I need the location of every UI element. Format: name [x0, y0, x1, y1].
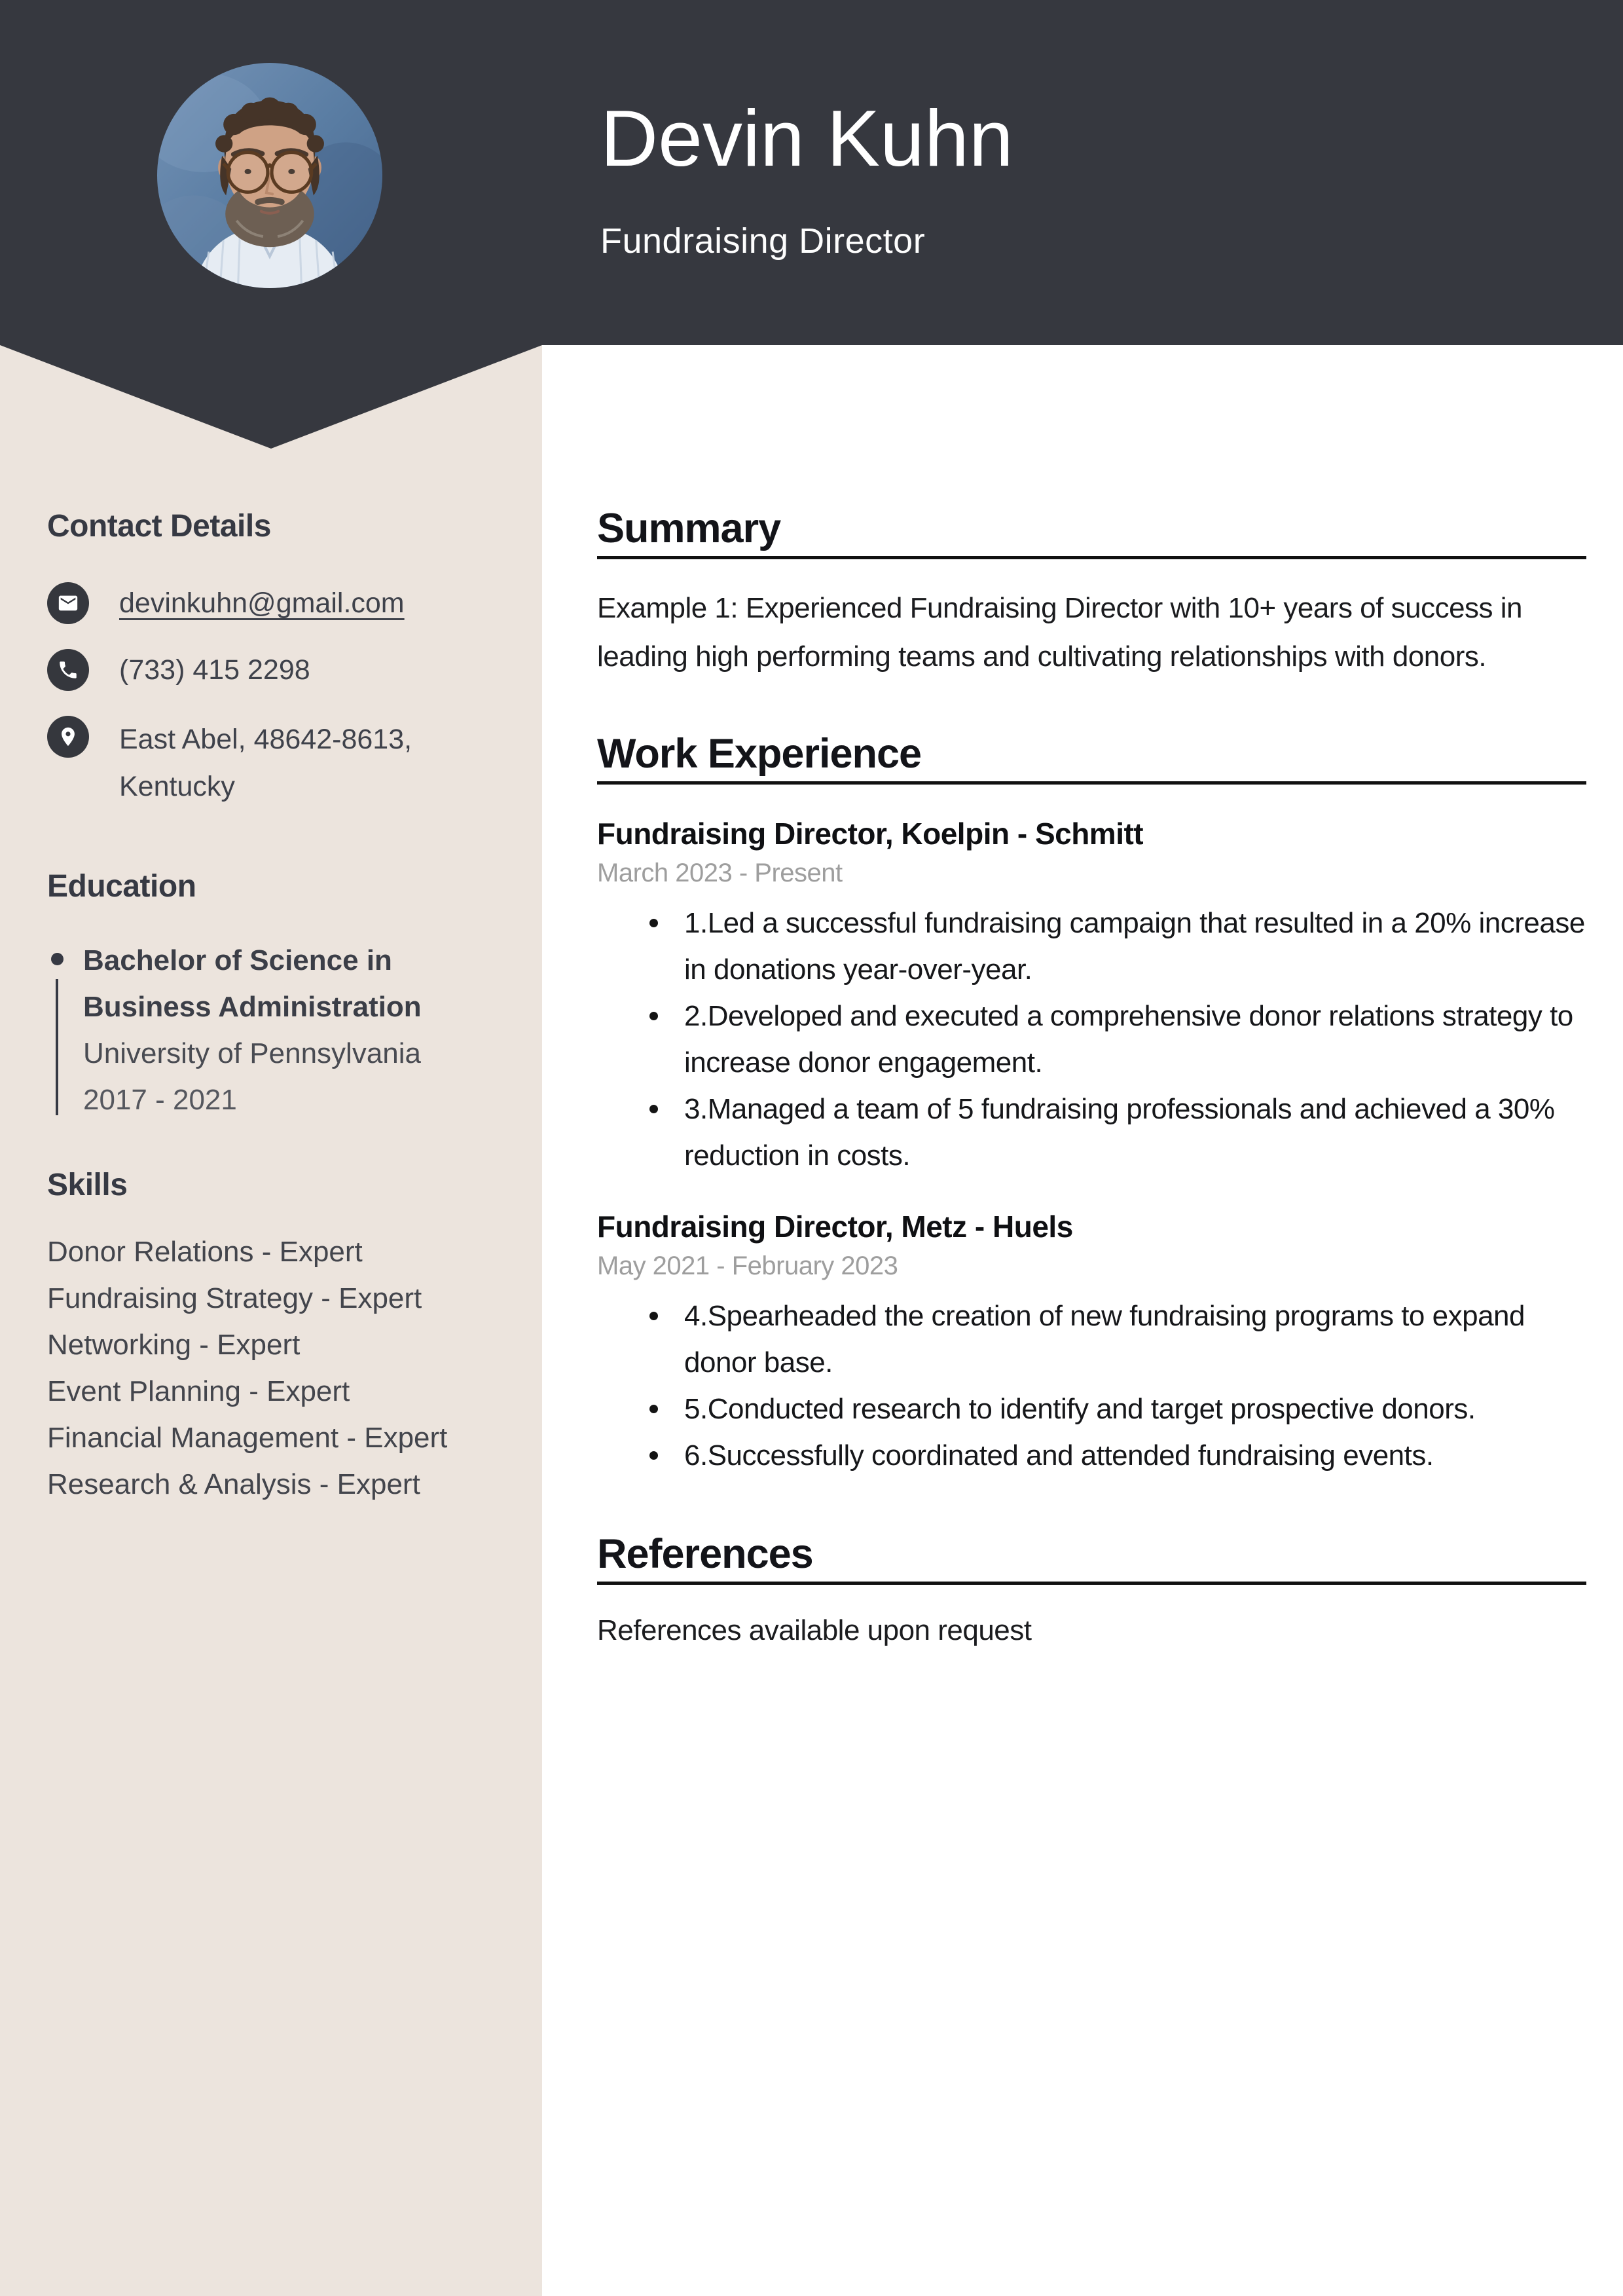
section-divider: [597, 556, 1586, 559]
bullet-dot: [649, 1105, 658, 1113]
contact-details-section: [47, 508, 505, 835]
references-text: References available upon request: [597, 1614, 1032, 1646]
job-entry: [597, 1208, 1586, 1479]
skills-list: [47, 1236, 505, 1501]
contact-row-email: [47, 582, 505, 624]
main-column: [597, 0, 1586, 1649]
location-icon: [47, 716, 89, 758]
job-dates: May 2021 - February 2023: [597, 1251, 898, 1280]
job-title: Fundraising Director, Koelpin - Schmitt: [597, 817, 1144, 851]
work-experience-section: [597, 730, 1586, 1479]
skills-heading: Skills: [47, 1168, 128, 1202]
summary-section: [597, 0, 1586, 681]
summary-heading: Summary: [597, 506, 781, 551]
timeline-dot: [51, 953, 64, 965]
summary-text: Example 1: Experienced Fundraising Director with 10+ years of success in leading high performing teams and cultivating relationships with donors.: [597, 592, 1523, 673]
job-bullet: 3.Managed a team of 5 fundraising professionals and achieved a 30% reduction in costs.: [597, 1086, 1586, 1179]
job-bullet-list: [597, 900, 1586, 1179]
section-divider: [597, 781, 1586, 785]
bullet-dot: [649, 1012, 658, 1020]
job-bullet: 6.Successfully coordinated and attended fundraising events.: [597, 1432, 1586, 1479]
skill-item: Networking - Expert: [47, 1329, 301, 1361]
skills-section: [47, 1166, 505, 1515]
education-dates: 2017 - 2021: [83, 1084, 237, 1116]
school-name: University of Pennsylvania: [83, 1037, 422, 1069]
job-entry: [597, 815, 1586, 1179]
bullet-dot: [649, 1451, 658, 1460]
skill-item: Event Planning - Expert: [47, 1375, 350, 1407]
section-divider: [597, 1582, 1586, 1585]
bullet-dot: [649, 1312, 658, 1320]
profile-photo: [157, 63, 382, 288]
job-title: Fundraising Director, Metz - Huels: [597, 1210, 1073, 1244]
email-link[interactable]: devinkuhn@gmail.com: [119, 587, 405, 619]
email-icon: [47, 582, 89, 624]
contact-details-heading: Contact Details: [47, 509, 271, 544]
job-bullet: 4.Spearheaded the creation of new fundraising programs to expand donor base.: [597, 1293, 1586, 1386]
phone-number: (733) 415 2298: [119, 654, 310, 686]
education-section: [47, 868, 505, 1123]
profile-photo-illustration: [157, 63, 382, 288]
person-job-title: Fundraising Director: [600, 221, 926, 261]
bullet-dot: [649, 919, 658, 927]
address-line-1: East Abel, 48642-8613,: [119, 724, 412, 755]
job-bullet: 1.Led a successful fundraising campaign that resulted in a 20% increase in donations year-over-year.: [597, 900, 1586, 993]
contact-row-phone: [47, 649, 505, 691]
page-title-name: Devin Kuhn: [600, 94, 1013, 183]
skill-item: Donor Relations - Expert: [47, 1236, 363, 1268]
phone-icon: [47, 649, 89, 691]
job-bullet: 2.Developed and executed a comprehensive donor relations strategy to increase donor engagement.: [597, 993, 1586, 1086]
address-line-2: Kentucky: [119, 771, 235, 802]
contact-rows: [47, 582, 505, 810]
job-bullet-list: [597, 1293, 1586, 1479]
skill-item: Fundraising Strategy - Expert: [47, 1282, 422, 1314]
education-heading: Education: [47, 869, 196, 904]
address: [119, 716, 412, 810]
contact-row-location: [47, 716, 505, 810]
bullet-dot: [649, 1405, 658, 1413]
job-bullet: 5.Conducted research to identify and target prospective donors.: [597, 1386, 1586, 1432]
timeline-line: [56, 979, 58, 1115]
references-heading: References: [597, 1531, 813, 1577]
degree-name: Bachelor of Science in Business Administration: [83, 944, 422, 1023]
education-entry: [47, 937, 505, 1123]
work-experience-heading: Work Experience: [597, 731, 922, 777]
skill-item: Financial Management - Expert: [47, 1422, 448, 1454]
skill-item: Research & Analysis - Expert: [47, 1468, 420, 1500]
references-section: [597, 1530, 1586, 1649]
job-dates: March 2023 - Present: [597, 859, 843, 887]
